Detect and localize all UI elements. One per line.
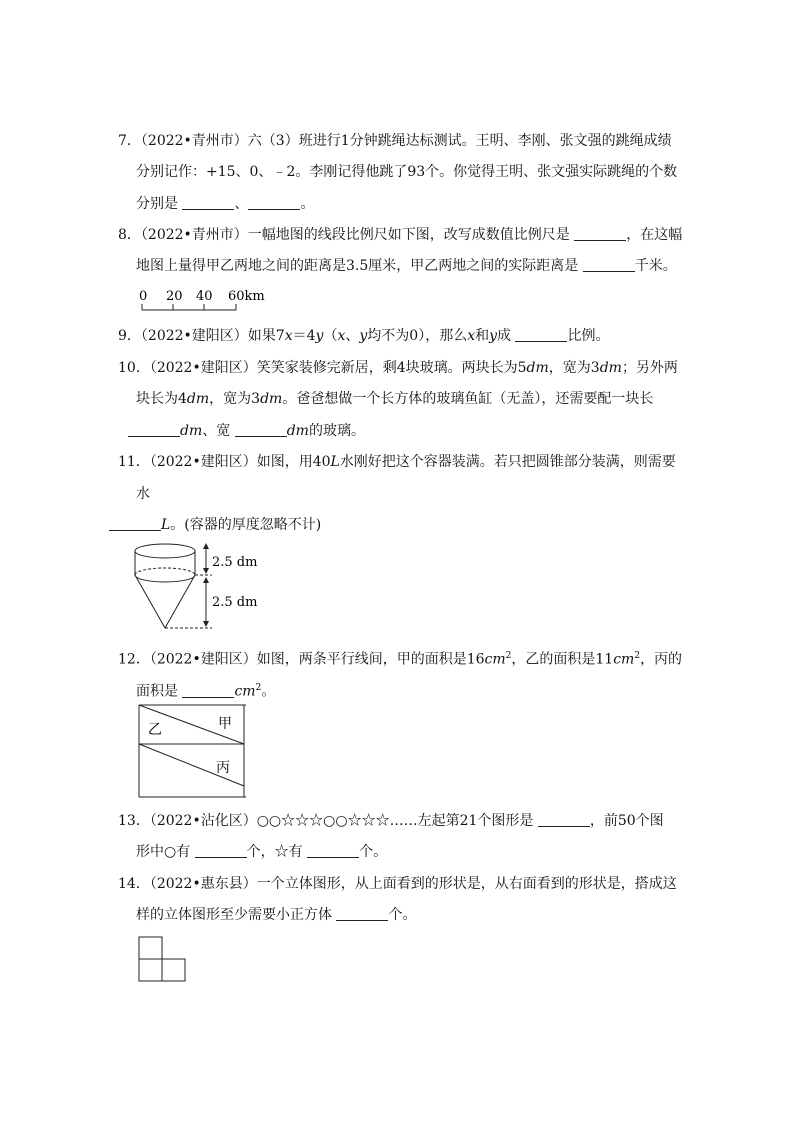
q12-line2: 面积是 $cm^2$。 xyxy=(136,683,276,700)
answer-blank[interactable] xyxy=(336,906,388,921)
q7-line3: 分别是 、 。 xyxy=(136,196,315,212)
cone-right-edge xyxy=(165,575,195,628)
scale-label-60km: 60km xyxy=(228,289,265,304)
q7-line1: 7．（2022•青州市）六（3）班进行1分钟跳绳达标测试。王明、李刚、张文强的跳绳成绩 xyxy=(118,133,672,149)
cylinder-bottom xyxy=(135,575,195,582)
q13-line2: 形中○有 个，☆有 个。 xyxy=(136,844,388,860)
cylinder-bottom-hidden xyxy=(135,568,195,575)
parallel-lines-diagram xyxy=(136,702,248,800)
q9-line1: 9．（2022•建阳区）如果7x＝4y（x、y均不为0），那么x和y成 比例。 xyxy=(118,328,610,344)
answer-blank[interactable] xyxy=(195,843,247,858)
q7-line2: 分别记作：+15、0、﹣2。李刚记得他跳了93个。你觉得王明、张文强实际跳绳的个数 xyxy=(136,164,678,180)
answer-blank[interactable] xyxy=(515,327,567,342)
answer-blank[interactable] xyxy=(182,195,234,210)
q14-line2: 样的立体图形至少需要小正方体 个。 xyxy=(136,907,417,923)
scale-label-20: 20 xyxy=(166,289,183,304)
answer-blank[interactable] xyxy=(307,843,359,858)
scale-line xyxy=(142,304,236,310)
answer-blank[interactable] xyxy=(182,683,234,698)
q14-line1: 14．（2022•惠东县）一个立体图形，从上面看到的形状是，从右面看到的形状是，搭成这 xyxy=(118,876,677,892)
cylinder-height-label: 2.5 dm xyxy=(212,555,258,570)
answer-blank[interactable] xyxy=(248,195,300,210)
q8-line2: 地图上量得甲乙两地之间的距离是3.5厘米，甲乙两地之间的实际距离是 千米。 xyxy=(136,258,677,274)
q10-line1: 10．（2022•建阳区）笑笑家装修完新居，剩4块玻璃。两块长为5dm，宽为3dm；另外两 xyxy=(118,360,678,376)
answer-blank[interactable] xyxy=(574,226,626,241)
cone-left-edge xyxy=(135,575,165,628)
cube-square xyxy=(139,937,162,959)
answer-blank[interactable] xyxy=(128,422,180,437)
q11-line1: 11．（2022•建阳区）如图，用40L水刚好把这个容器装满。若只把圆锥部分装满，则需要 xyxy=(118,454,676,470)
cylinder-top xyxy=(135,544,195,558)
label-bing: 丙 xyxy=(216,760,230,776)
q12-line1: 12．（2022•建阳区）如图，两条平行线间，甲的面积是$16cm^2$，乙的面积是$11cm^2$，丙的 xyxy=(118,651,683,668)
label-jia: 甲 xyxy=(218,716,232,732)
cube-view-diagram xyxy=(136,934,190,984)
cylinder-cone-container-diagram xyxy=(132,540,272,636)
scale-label-40: 40 xyxy=(196,289,213,304)
q13-line1: 13．（2022•沾化区）○○☆☆☆○○☆☆☆……左起第21个图形是 ，前50个图 xyxy=(118,813,664,829)
scale-label-0: 0 xyxy=(139,289,148,304)
answer-blank[interactable] xyxy=(538,812,590,827)
answer-blank[interactable] xyxy=(583,257,635,272)
q8-line1: 8．（2022•青州市）一幅地图的线段比例尺如下图，改写成数值比例尺是 ，在这幅 xyxy=(118,227,683,243)
q11-line3: L。(容器的厚度忽略不计) xyxy=(109,515,321,535)
cone-height-label: 2.5 dm xyxy=(212,595,258,610)
label-yi: 乙 xyxy=(148,722,162,738)
cube-square xyxy=(162,959,185,981)
q11-line2: 水 xyxy=(136,486,150,502)
answer-blank[interactable] xyxy=(109,516,161,531)
line-scale-diagram xyxy=(136,286,276,322)
q10-line3: dm、宽 dm的玻璃。 xyxy=(128,421,365,441)
answer-blank[interactable] xyxy=(235,422,287,437)
cube-square xyxy=(139,959,162,981)
q10-line2: 块长为4dm，宽为3dm。爸爸想做一个长方体的玻璃鱼缸（无盖），还需要配一块长 xyxy=(136,391,654,407)
